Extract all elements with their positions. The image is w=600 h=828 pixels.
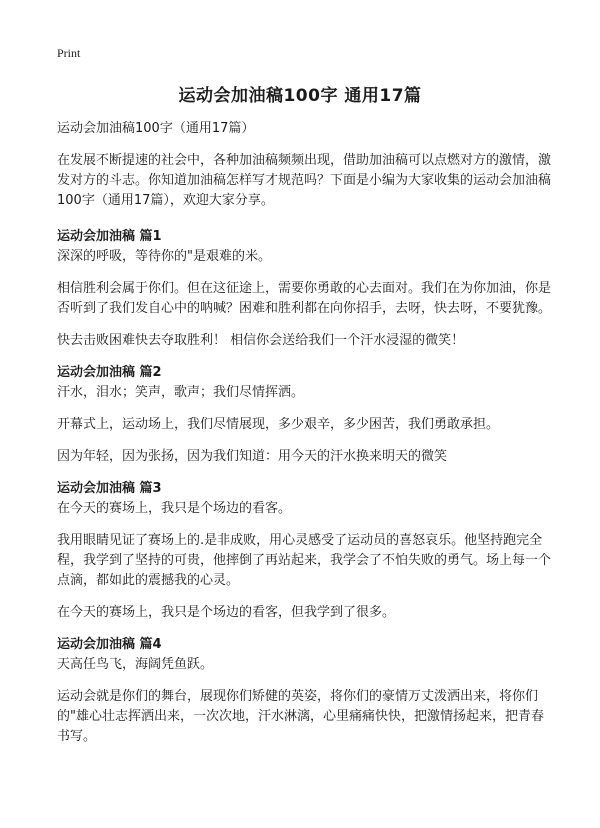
article-body [57,119,553,759]
section-heading: 运动会加油稿 篇4 [57,637,162,652]
section-4 [57,635,553,747]
paragraph: 汗水，泪水；笑声，歌声；我们尽情挥洒。 [57,385,305,400]
paragraph: 开幕式上，运动场上，我们尽情展现，多少艰辛，多少困苦，我们勇敢承担。 [57,417,500,432]
paragraph: 相信胜利会属于你们。但在这征途上，需要你勇敢的心去面对。我们在为你加油，你是否听到了我们发自心中的呐喊？困难和胜利都在向你招手，去呀，快去呀，不要犹豫。 [57,281,552,316]
print-link[interactable]: Print [57,46,81,60]
paragraph: 快去击败困难快去夺取胜利！ 相信你会送给我们一个汗水浸湿的微笑！ [57,333,465,348]
paragraph: 天高任鸟飞，海阔凭鱼跃。 [57,657,214,672]
section-heading: 运动会加油稿 篇3 [57,481,162,496]
article-subtitle: 运动会加油稿100字（通用17篇） [57,121,255,136]
paragraph: 因为年轻，因为张扬，因为我们知道：用今天的汗水换来明天的微笑 [57,449,448,464]
paragraph: 深深的呼吸，等待你的"是艰难的米。 [57,249,271,264]
section-heading: 运动会加油稿 篇2 [57,365,162,380]
section-heading: 运动会加油稿 篇1 [57,229,162,244]
section-2 [57,363,553,467]
paragraph: 在今天的赛场上，我只是个场边的看客。 [57,501,292,516]
section-1 [57,227,553,351]
paragraph: 在今天的赛场上，我只是个场边的看客，但我学到了很多。 [57,605,396,620]
paragraph: 我用眼睛见证了赛场上的.是非成败，用心灵感受了运动员的喜怒哀乐。他坚持跑完全程，我学到了坚持的可贵，他摔倒了再站起来，我学会了不怕失败的勇气。场上每一个点滴，都如此的震撼我的心灵。 [57,533,552,588]
article-intro: 在发展不断提速的社会中，各种加油稿频频出现，借助加油稿可以点燃对方的激情，激发对方的斗志。你知道加油稿怎样写才规范吗？下面是小编为大家收集的运动会加油稿100字（通用17篇），欢迎大家分享。 [57,153,552,208]
section-3 [57,479,553,623]
paragraph: 运动会就是你们的舞台，展现你们矫健的英姿，将你们的豪情万丈泼洒出来，将你们的"雄心壮志挥洒出来，一次次地，汗水淋漓，心里痛痛快快，把激情扬起来，把青春书写。 [57,689,544,744]
page-title: 运动会加油稿100字 通用17篇 [178,86,422,106]
